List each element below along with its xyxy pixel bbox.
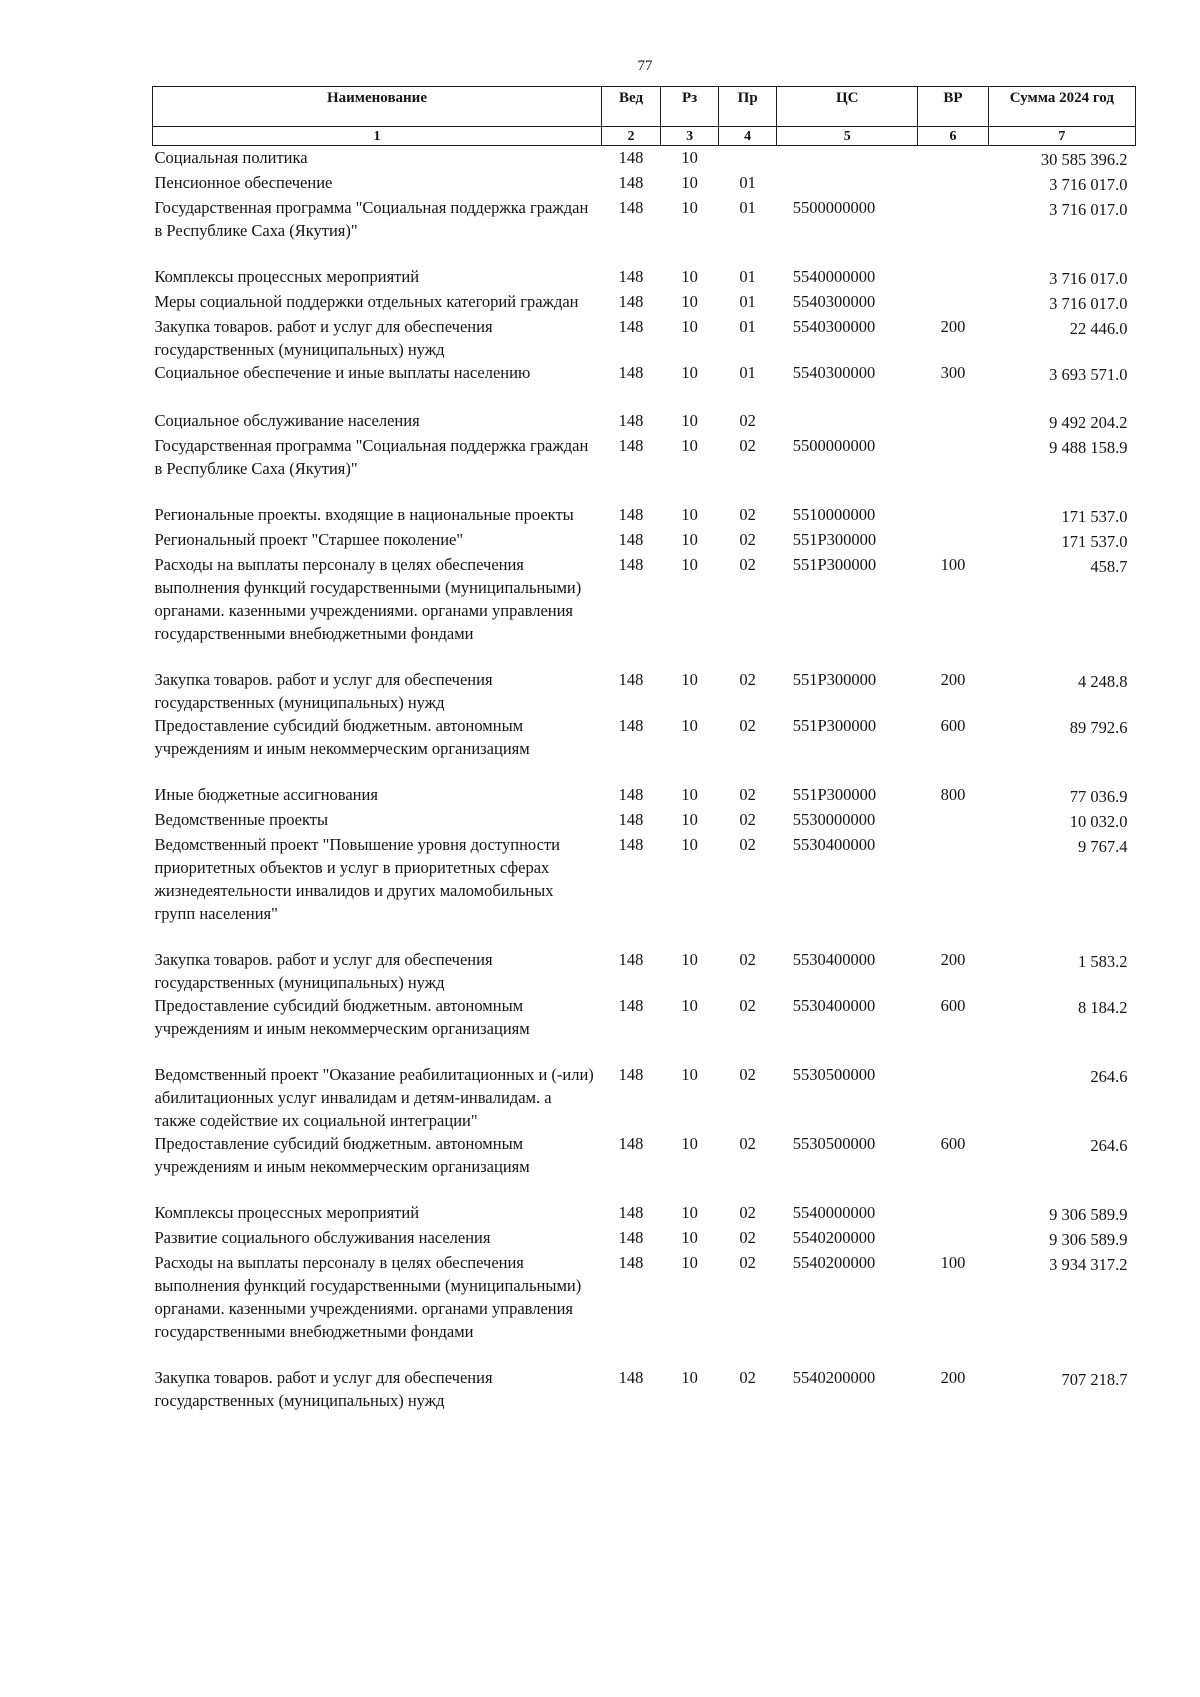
row-rz: 10 [681, 292, 698, 311]
row-sum: 9 492 204.2 [1049, 413, 1128, 432]
row-pr [719, 146, 777, 172]
row-ved: 148 [618, 1228, 644, 1247]
row-vr [918, 833, 989, 948]
table-row [153, 553, 1136, 668]
row-vr: 100 [940, 555, 966, 574]
row-cs: 5530400000 [792, 835, 876, 854]
row-name: Ведомственные проекты [154, 810, 329, 829]
row-vr [918, 146, 989, 172]
row-cs: 5530500000 [792, 1134, 876, 1153]
header-pr: Пр [719, 87, 777, 127]
table-row [153, 361, 1136, 409]
row-ved: 148 [618, 835, 644, 854]
row-name: Развитие социального обслуживания населения [154, 1228, 491, 1247]
row-sum: 89 792.6 [1069, 718, 1128, 737]
row-vr: 200 [940, 317, 966, 336]
row-vr [918, 503, 989, 528]
row-sum: 458.7 [1090, 557, 1128, 576]
row-ved: 148 [618, 555, 644, 574]
row-ved: 148 [618, 363, 644, 382]
budget-table [152, 86, 1136, 1412]
row-pr: 02 [739, 810, 756, 829]
header-sum: Сумма 2024 год [988, 87, 1135, 127]
table-row [153, 196, 1136, 265]
page-number: 77 [637, 58, 653, 74]
row-cs: 5540300000 [792, 292, 876, 311]
row-name: Государственная программа "Социальная поддержка граждан в Республике Саха (Якутия)" [154, 198, 589, 240]
row-ved: 148 [618, 148, 644, 167]
row-vr: 200 [940, 950, 966, 969]
table-row [153, 1201, 1136, 1226]
row-sum: 3 716 017.0 [1049, 200, 1128, 219]
row-pr: 02 [739, 785, 756, 804]
row-cs: 551P300000 [792, 716, 877, 735]
row-vr [918, 265, 989, 290]
table-row [153, 265, 1136, 290]
row-pr: 02 [739, 1203, 756, 1222]
row-vr: 600 [940, 716, 966, 735]
row-cs: 5530000000 [792, 810, 876, 829]
row-cs: 5530400000 [792, 996, 876, 1015]
table-row [153, 783, 1136, 808]
row-ved: 148 [618, 716, 644, 735]
row-rz: 10 [681, 317, 698, 336]
row-vr [918, 290, 989, 315]
row-rz: 10 [681, 411, 698, 430]
column-number-row [153, 127, 1136, 146]
table-row [153, 994, 1136, 1063]
row-name: Предоставление субсидий бюджетным. автономным учреждениям и иным некоммерческим организациям [154, 716, 530, 758]
table-row [153, 171, 1136, 196]
table-row [153, 503, 1136, 528]
row-name: Государственная программа "Социальная поддержка граждан в Республике Саха (Якутия)" [154, 436, 589, 478]
row-rz: 10 [681, 785, 698, 804]
row-pr: 02 [739, 1134, 756, 1153]
row-cs: 5540300000 [792, 317, 876, 336]
row-name: Закупка товаров. работ и услуг для обеспечения государственных (муниципальных) нужд [154, 317, 493, 359]
row-rz: 10 [681, 1134, 698, 1153]
row-name: Пенсионное обеспечение [154, 173, 333, 192]
table-row [153, 948, 1136, 994]
row-sum: 9 306 589.9 [1049, 1205, 1128, 1224]
row-rz: 10 [681, 363, 698, 382]
row-vr [918, 1201, 989, 1226]
table-row [153, 146, 1136, 172]
row-name: Социальная политика [154, 148, 308, 167]
header-cs: ЦС [777, 87, 918, 127]
row-pr: 02 [739, 1368, 756, 1387]
row-ved: 148 [618, 950, 644, 969]
row-sum: 264.6 [1090, 1067, 1128, 1086]
row-rz: 10 [681, 1065, 698, 1084]
row-ved: 148 [618, 996, 644, 1015]
row-cs: 5540200000 [792, 1228, 876, 1247]
row-rz: 10 [681, 198, 698, 217]
table-row [153, 1132, 1136, 1201]
table-row [153, 1251, 1136, 1366]
row-cs: 5530500000 [792, 1065, 876, 1084]
row-cs [777, 171, 918, 196]
row-cs: 551P300000 [792, 555, 877, 574]
row-sum: 3 716 017.0 [1049, 269, 1128, 288]
row-cs: 5540200000 [792, 1368, 876, 1387]
row-sum: 77 036.9 [1069, 787, 1128, 806]
row-name: Расходы на выплаты персоналу в целях обеспечения выполнения функций государственными (муниципальными) органами. казенными учреждениями. органами управления государственными внебюджетными фондами [154, 1253, 582, 1341]
row-sum: 171 537.0 [1061, 532, 1128, 551]
row-ved: 148 [618, 292, 644, 311]
row-sum: 10 032.0 [1069, 812, 1128, 831]
header-vr: ВР [918, 87, 989, 127]
row-vr: 300 [940, 363, 966, 382]
row-rz: 10 [681, 173, 698, 192]
row-pr: 02 [739, 411, 756, 430]
table-row [153, 668, 1136, 714]
row-cs: 5540200000 [792, 1253, 876, 1272]
row-cs: 5510000000 [792, 505, 876, 524]
column-number: 1 [153, 127, 602, 146]
row-sum: 1 583.2 [1078, 952, 1128, 971]
row-vr: 200 [940, 670, 966, 689]
table-row [153, 808, 1136, 833]
row-cs: 5530400000 [792, 950, 876, 969]
row-cs: 5500000000 [792, 198, 876, 217]
row-name: Закупка товаров. работ и услуг для обеспечения государственных (муниципальных) нужд [154, 950, 493, 992]
table-row [153, 528, 1136, 553]
row-ved: 148 [618, 1134, 644, 1153]
row-pr: 02 [739, 436, 756, 455]
row-ved: 148 [618, 267, 644, 286]
row-sum: 9 306 589.9 [1049, 1230, 1128, 1249]
table-row [153, 290, 1136, 315]
row-sum: 8 184.2 [1078, 998, 1128, 1017]
row-pr: 02 [739, 505, 756, 524]
row-name: Расходы на выплаты персоналу в целях обеспечения выполнения функций государственными (муниципальными) органами. казенными учреждениями. органами управления государственными внебюджетными фондами [154, 555, 582, 643]
row-rz: 10 [681, 505, 698, 524]
row-ved: 148 [618, 1065, 644, 1084]
row-vr: 200 [940, 1368, 966, 1387]
table-row [153, 1063, 1136, 1132]
row-rz: 10 [681, 267, 698, 286]
table-body [153, 146, 1136, 1413]
row-ved: 148 [618, 317, 644, 336]
row-ved: 148 [618, 670, 644, 689]
row-rz: 10 [681, 555, 698, 574]
row-cs: 5540300000 [792, 363, 876, 382]
row-ved: 148 [618, 173, 644, 192]
row-vr: 800 [940, 785, 966, 804]
row-vr [918, 1063, 989, 1132]
table-row [153, 409, 1136, 434]
table-row [153, 434, 1136, 503]
row-rz: 10 [681, 716, 698, 735]
row-rz: 10 [681, 530, 698, 549]
row-vr: 600 [940, 1134, 966, 1153]
row-name: Меры социальной поддержки отдельных категорий граждан [154, 292, 579, 311]
row-sum: 9 767.4 [1078, 837, 1128, 856]
row-pr: 01 [739, 363, 756, 382]
column-number: 2 [601, 127, 660, 146]
row-rz: 10 [681, 996, 698, 1015]
row-name: Комплексы процессных мероприятий [154, 1203, 420, 1222]
budget-table-container [152, 86, 1136, 1412]
row-vr [918, 808, 989, 833]
row-cs: 551P300000 [792, 670, 877, 689]
row-pr: 02 [739, 950, 756, 969]
row-pr: 02 [739, 530, 756, 549]
row-ved: 148 [618, 1368, 644, 1387]
table-row [153, 833, 1136, 948]
row-pr: 01 [739, 173, 756, 192]
row-pr: 01 [739, 198, 756, 217]
row-name: Предоставление субсидий бюджетным. автономным учреждениям и иным некоммерческим организациям [154, 1134, 530, 1176]
row-pr: 02 [739, 670, 756, 689]
row-sum: 171 537.0 [1061, 507, 1128, 526]
table-row [153, 1226, 1136, 1251]
row-name: Закупка товаров. работ и услуг для обеспечения государственных (муниципальных) нужд [154, 1368, 493, 1410]
row-sum: 3 934 317.2 [1049, 1255, 1128, 1274]
header-rz: Рз [661, 87, 719, 127]
row-name: Иные бюджетные ассигнования [154, 785, 378, 804]
row-vr [918, 171, 989, 196]
row-pr: 02 [739, 555, 756, 574]
row-rz: 10 [681, 1203, 698, 1222]
row-pr: 02 [739, 1253, 756, 1272]
row-ved: 148 [618, 505, 644, 524]
row-cs: 5540000000 [792, 1203, 876, 1222]
row-ved: 148 [618, 530, 644, 549]
row-pr: 01 [739, 292, 756, 311]
row-ved: 148 [618, 436, 644, 455]
row-rz: 10 [681, 148, 698, 167]
row-rz: 10 [681, 1368, 698, 1387]
row-pr: 02 [739, 1065, 756, 1084]
row-name: Социальное обеспечение и иные выплаты населению [154, 363, 531, 382]
row-rz: 10 [681, 670, 698, 689]
table-row [153, 1366, 1136, 1412]
row-sum: 264.6 [1090, 1136, 1128, 1155]
row-vr [918, 434, 989, 503]
row-sum: 3 716 017.0 [1049, 175, 1128, 194]
row-vr [918, 196, 989, 265]
row-pr: 02 [739, 835, 756, 854]
row-pr: 02 [739, 1228, 756, 1247]
column-number: 3 [661, 127, 719, 146]
row-pr: 01 [739, 267, 756, 286]
row-pr: 02 [739, 716, 756, 735]
row-vr: 100 [940, 1253, 966, 1272]
row-cs [777, 409, 918, 434]
row-vr [918, 409, 989, 434]
column-number: 7 [988, 127, 1135, 146]
row-name: Региональный проект "Старшее поколение" [154, 530, 464, 549]
row-ved: 148 [618, 198, 644, 217]
row-name: Предоставление субсидий бюджетным. автономным учреждениям и иным некоммерческим организациям [154, 996, 530, 1038]
row-cs: 551P300000 [792, 530, 877, 549]
row-name: Комплексы процессных мероприятий [154, 267, 420, 286]
row-sum: 30 585 396.2 [1040, 150, 1128, 169]
row-name: Ведомственный проект "Оказание реабилитационных и (-или) абилитационных услуг инвалидам и детям-инвалидам. а также содействие их социальной интеграции" [154, 1065, 594, 1130]
table-header [153, 87, 1136, 146]
row-ved: 148 [618, 411, 644, 430]
row-vr: 600 [940, 996, 966, 1015]
row-ved: 148 [618, 1253, 644, 1272]
row-name: Социальное обслуживание населения [154, 411, 420, 430]
row-rz: 10 [681, 1253, 698, 1272]
row-sum: 3 716 017.0 [1049, 294, 1128, 313]
table-row [153, 315, 1136, 361]
row-cs [777, 146, 918, 172]
row-name: Региональные проекты. входящие в национальные проекты [154, 505, 574, 524]
row-pr: 01 [739, 317, 756, 336]
row-rz: 10 [681, 436, 698, 455]
row-sum: 9 488 158.9 [1049, 438, 1128, 457]
row-vr [918, 528, 989, 553]
header-name: Наименование [153, 87, 602, 127]
row-rz: 10 [681, 950, 698, 969]
row-pr: 02 [739, 996, 756, 1015]
column-number: 5 [777, 127, 918, 146]
row-cs: 5500000000 [792, 436, 876, 455]
row-sum: 4 248.8 [1078, 672, 1128, 691]
column-number: 6 [918, 127, 989, 146]
row-name: Ведомственный проект "Повышение уровня доступности приоритетных объектов и услуг в приоритетных сферах жизнедеятельности инвалидов и других маломобильных групп населения" [154, 835, 560, 923]
row-ved: 148 [618, 785, 644, 804]
row-vr [918, 1226, 989, 1251]
row-rz: 10 [681, 810, 698, 829]
row-name: Закупка товаров. работ и услуг для обеспечения государственных (муниципальных) нужд [154, 670, 493, 712]
header-row [153, 87, 1136, 127]
header-ved: Вед [601, 87, 660, 127]
row-cs: 551P300000 [792, 785, 877, 804]
row-cs: 5540000000 [792, 267, 876, 286]
row-sum: 707 218.7 [1061, 1370, 1128, 1389]
row-rz: 10 [681, 835, 698, 854]
row-rz: 10 [681, 1228, 698, 1247]
table-row [153, 714, 1136, 783]
row-sum: 22 446.0 [1069, 319, 1128, 338]
column-number: 4 [719, 127, 777, 146]
row-ved: 148 [618, 810, 644, 829]
row-sum: 3 693 571.0 [1049, 365, 1128, 384]
row-ved: 148 [618, 1203, 644, 1222]
